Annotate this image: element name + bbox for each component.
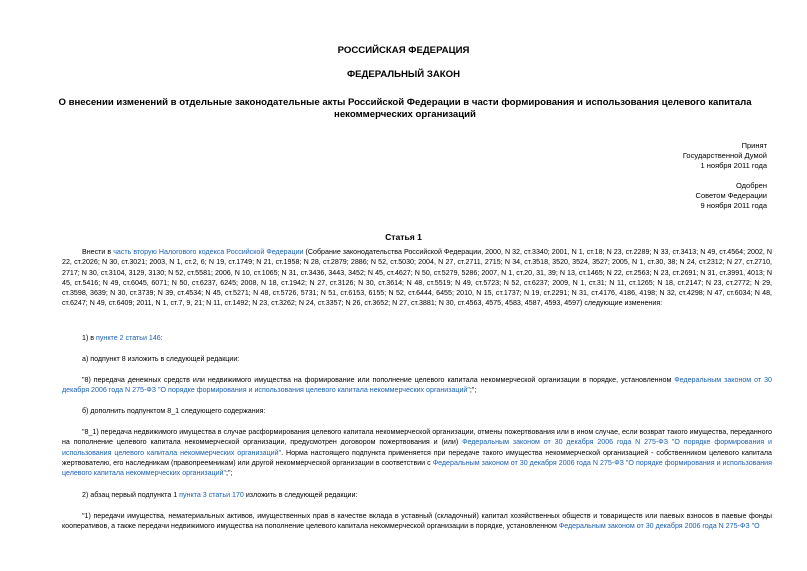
approved-label: Одобрен — [736, 181, 767, 190]
quote1-paragraph — [62, 511, 772, 532]
intro-prefix: Внести в — [82, 248, 114, 256]
article-146-link[interactable]: пункте 2 статьи 146 — [96, 334, 161, 342]
item2-suffix: изложить в следующей редакции: — [243, 491, 358, 499]
adopted-by: Государственной Думой — [682, 151, 767, 160]
quote81-part3: ;"; — [226, 469, 233, 478]
federal-law-link-3[interactable]: Федеральным законом от 30 декабря 2006 года N 275-ФЗ "О порядке формирования и использования целевого капитала некоммерческих организаций" — [62, 458, 772, 478]
law-title: О внесении изменений в отдельные законодательные акты Российской Федерации в части формирования и использования целевого капитала некоммерческих организаций — [58, 97, 752, 120]
item2-paragraph — [82, 490, 772, 500]
article-heading: Статья 1 — [385, 232, 422, 242]
adopted-date: 1 ноября 2011 года — [700, 161, 767, 170]
quote81-paragraph — [62, 427, 772, 478]
federal-law-link-1[interactable]: Федеральным законом от 30 декабря 2006 года N 275-ФЗ "О порядке формирования и использования целевого капитала некоммерческих организаций" — [62, 376, 772, 395]
approved-by: Советом Федерации — [695, 191, 767, 200]
article-170-link[interactable]: пункта 3 статьи 170 — [179, 491, 244, 499]
item1-paragraph — [82, 333, 772, 343]
item1b-paragraph: б) дополнить подпунктом 8_1 следующего содержания: — [82, 407, 266, 415]
tax-code-link[interactable]: часть вторую Налогового кодекса Российской Федерации — [113, 248, 304, 256]
law-type-heading: ФЕДЕРАЛЬНЫЙ ЗАКОН — [346, 69, 461, 80]
adopted-block — [567, 141, 767, 171]
quote8-paragraph — [62, 375, 772, 396]
item1-prefix: 1) в — [82, 334, 97, 342]
quote8-prefix: "8) передача денежных средств или недвижимого имущества на формирование или пополнение целевого капитала некоммерческой организации в порядке, установленном — [82, 376, 675, 384]
intro-suffix: (Собрание законодательства Российской Федерации, 2000, N 32, ст.3340; 2001, N 1, ст.18; N 23, ст.2289; N 33, ст.3413; N 49, ст.4564; 2002, N 22, ст.2026; N 30, ст.3021; 2003, N 1, ст.2, 6; N 19, ст.1749; N 21, ст.1958; N 28, ст.2879; 2886; N 52, ст.5030; 2004, N 27, ст.2711, 2715; N 34, ст.3518, 3520, 3524, 3527; 2005, N 1, ст.30, 38; N 24, ст.2312; N 27, ст.2710, 2717; N 30, ст.3104, 3129, 3130; N 52, ст.5581; 2006, N 10, ст.1065; N 31, ст.3436, 3443, 3452; N 45, ст.4627; N 50, ст.5279, 5286; 2007, N 1, ст.20, 31, 39; N 13, ст.1465; N 22, ст.2563; N 23, ст.2691; N 31, ст.3991, 4013; N 45, ст.5416; N 49, ст.6045, 6071; N 50, ст.6237, 6245; 2008, N 18, ст.1942; N 27, ст.3126; N 30, ст.3614; N 48, ст.5519; N 49, ст.5723; N 52, ст.6237; 2009, N 1, ст.31; N 11, ст.1265; N 18, ст.2147; N 23, ст.2772; N 29, ст.3598, 3639; N 30, ст.3739; N 39, ст.4534; N 45, ст.5271; N 48, ст.5726, 5731; N 51, ст.6153, 6155; N 52, ст.6444, 6455; 2010, N 15, ст.1737; N 19, ст.2291; N 31, ст.4176, 4186, 4198; N 32, ст.4298; N 47, ст.6034; N 48, ст.6247; N 49, ст.6409; 2011, N 1, ст.7, 9, 21; N 11, ст.1492; N 23, ст.3262; N 24, ст.3357; N 26, ст.3652; N 27, ст.3881; N 30, ст.4563, 4575, 4583, 4587, 4593, 4597) следующие изменения: — [62, 248, 772, 308]
quote81-part2: . Норма настоящего подпункта применяется при передаче такого имущества некоммерческой организацией - собственником целевого капитала жертвователю, его наследникам (правопреемникам) или другой некоммерческой организации в соответствии с — [62, 448, 772, 467]
intro-paragraph — [62, 247, 772, 309]
quote8-suffix: ;"; — [469, 386, 477, 395]
item2-prefix: 2) абзац первый подпункта 1 — [82, 491, 180, 499]
quote1-prefix: "1) передачи имущества, нематериальных активов, имущественных прав в качестве вклада в уставный (складочный) капитал хозяйственных обществ и товариществ или паевых взносов в паевые фонды кооперативов, а также передачи недвижимого имущества на пополнение целевого капитала некоммерческой организации в порядке, установленном — [62, 512, 772, 531]
country-heading: РОССИЙСКАЯ ФЕДЕРАЦИЯ — [337, 45, 470, 56]
item1-suffix: : — [160, 334, 163, 342]
quote81-part1: "8_1) передача недвижимого имущества в случае расформирования целевого капитала некоммерческой организации, отмены пожертвования или в ином случае, если возврат такого имущества, переданного на пополнение целевого капитала некоммерческой организации, предусмотрен договором пожертвования и (или) — [62, 428, 772, 447]
approved-date: 9 ноября 2011 года — [700, 201, 767, 210]
federal-law-link-2[interactable]: Федеральным законом от 30 декабря 2006 года N 275-ФЗ "О порядке формирования и использования целевого капитала некоммерческих организаций" — [62, 438, 772, 457]
federal-law-link-4[interactable]: Федеральным законом от 30 декабря 2006 года N 275-ФЗ "О — [558, 522, 760, 531]
adopted-label: Принят — [741, 141, 767, 150]
approved-block — [567, 181, 767, 211]
item1a-paragraph: а) подпункт 8 изложить в следующей редакции: — [82, 355, 240, 363]
